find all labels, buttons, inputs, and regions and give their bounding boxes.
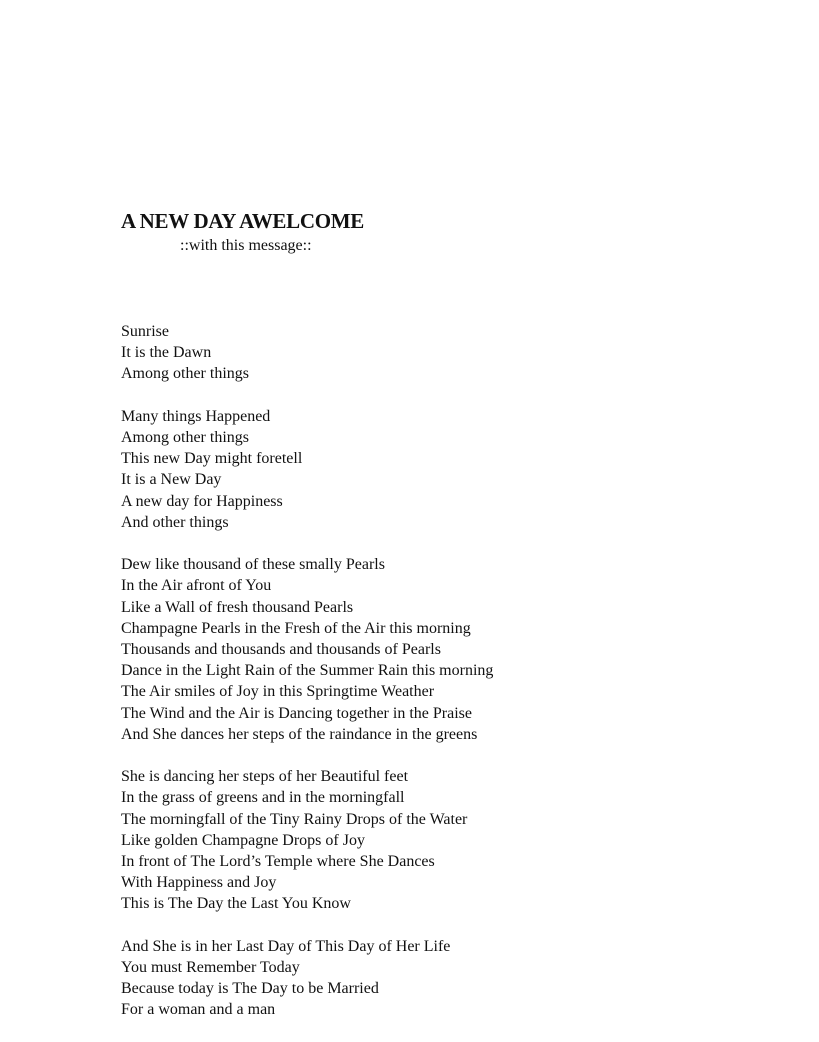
stanza [121,321,493,385]
poem-line: Like a Wall of fresh thousand Pearls [121,598,354,616]
poem-line: Dance in the Light Rain of the Summer Rain this morning [121,662,494,680]
poem-line: You must Remember Today [121,959,300,977]
poem-line: Sunrise [121,323,169,340]
stanza [121,766,493,914]
poem-line: In the grass of greens and in the morningfall [121,789,405,807]
poem-line: Thousands and thousands and thousands of Pearls [121,641,441,659]
poem-line: The Wind and the Air is Dancing together in the Praise [121,704,472,722]
stanza [121,936,493,1021]
poem-line: Like golden Champagne Drops of Joy [121,831,365,849]
poem-line: It is the Dawn [121,344,212,362]
poem-line: She is dancing her steps of her Beautiful feet [121,768,409,786]
poem-line: This new Day might foretell [121,450,303,468]
poem-line: Because today is The Day to be Married [121,980,379,998]
poem-line: A new day for Happiness [121,492,283,510]
poem-line: The morningfall of the Tiny Rainy Drops of the Water [121,810,468,828]
poem-line: The Air smiles of Joy in this Springtime Weather [121,683,435,701]
poem-line: And other things [121,513,229,531]
poem-line: This is The Day the Last You Know [121,895,351,913]
stanza [121,554,493,745]
poem-title: A NEW DAY AWELCOME [121,209,364,233]
poem-line: Among other things [121,365,249,383]
poem-line: It is a New Day [121,471,222,489]
poem-line: In front of The Lord’s Temple where She Dances [121,853,435,871]
poem-body [121,321,493,1042]
poem-subtitle: ::with this message:: [180,237,312,254]
poem-line: And She dances her steps of the raindance in the greens [121,725,478,743]
poem-line: With Happiness and Joy [121,874,277,892]
poem-line: Among other things [121,429,249,446]
poem-line: In the Air afront of You [121,577,272,595]
poem-line: Champagne Pearls in the Fresh of the Air this morning [121,619,471,637]
poem-line: For a woman and a man [121,1001,276,1019]
poem-line: Dew like thousand of these smally Pearls [121,556,385,574]
poem-line: And She is in her Last Day of This Day of Her Life [121,937,451,955]
stanza [121,406,493,533]
poem-line: Many things Happened [121,407,271,425]
